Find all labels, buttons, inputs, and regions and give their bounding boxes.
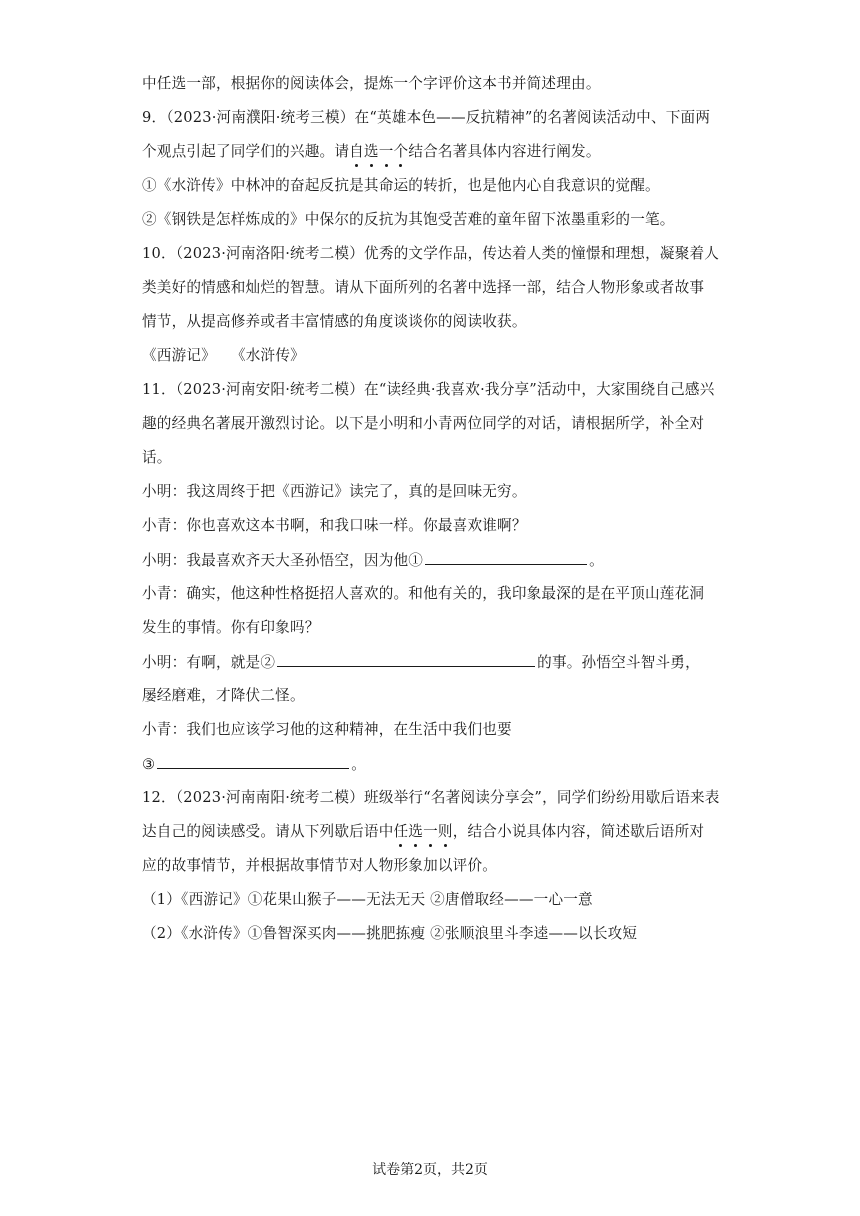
q11-line-2: 趣的经典名著展开激烈讨论。以下是小明和小青两位同学的对话，请根据所学，补全对 bbox=[142, 415, 705, 432]
q10-line-1: 10．（2023·河南洛阳·统考二模）优秀的文学作品，传达着人类的憧憬和理想，凝聚着人 bbox=[142, 245, 720, 262]
q11-line-3: 话。 bbox=[142, 449, 172, 466]
q12-line-2: 达自己的阅读感受。请从下列歇后语中任选一则，结合小说具体内容，简述歇后语所对 bbox=[142, 823, 705, 840]
dialogue-line-9: ③ 。 bbox=[142, 756, 367, 773]
emphasis-char: 任 bbox=[393, 823, 409, 840]
q10-book-options: 《西游记》 《水浒传》 bbox=[142, 347, 305, 364]
dialogue-line-4: 小青：确实，他这种性格挺招人喜欢的。和他有关的，我印象最深的是在平顶山莲花洞 bbox=[142, 585, 705, 602]
emphasis-char: 一 bbox=[423, 823, 438, 840]
q9-line-1: 9．（2023·河南濮阳·统考三模）在“英雄本色——反抗精神”的名著阅读活动中、下面两 bbox=[142, 109, 711, 126]
q12-line-3: 应的故事情节，并根据故事情节对人物形象加以评价。 bbox=[142, 857, 498, 874]
answer-blank-1[interactable] bbox=[425, 550, 587, 565]
answer-blank-2[interactable] bbox=[277, 652, 535, 667]
q10-line-2: 类美好的情感和灿烂的智慧。请从下面所列的名著中选择一部，结合人物形象或者故事 bbox=[142, 279, 705, 296]
dialogue-line-8: 小青：我们也应该学习他的这种精神，在生活中我们也要 bbox=[142, 721, 512, 738]
emphasis-dotted-text bbox=[394, 823, 453, 840]
dialogue-line-1: 小明：我这周终于把《西游记》读完了，真的是回味无穷。 bbox=[142, 483, 527, 500]
emphasis-char: 选 bbox=[408, 823, 424, 840]
q10-line-3: 情节，从提高修养或者丰富情感的角度谈谈你的阅读收获。 bbox=[142, 313, 527, 330]
emphasis-char: 个 bbox=[393, 143, 409, 160]
emphasis-char: 则 bbox=[437, 823, 453, 840]
q9-option-1: ①《水浒传》中林冲的奋起反抗是其命运的转折，也是他内心自我意识的觉醒。 bbox=[142, 177, 660, 194]
answer-blank-3[interactable] bbox=[157, 754, 349, 769]
q12-line-1: 12．（2023·河南南阳·统考二模）班级举行“名著阅读分享会”，同学们纷纷用歇后语来表 bbox=[142, 789, 720, 806]
page-footer: 试卷第2页，共2页 bbox=[372, 1162, 488, 1178]
q8-tail: 中任选一部，根据你的阅读体会，提炼一个字评价这本书并简述理由。 bbox=[142, 75, 601, 92]
q12-option-1: （1）《西游记》①花果山猴子——无法无天 ②唐僧取经——一心一意 bbox=[142, 891, 593, 908]
q12-option-2: （2）《水浒传》①鲁智深买肉——挑肥拣瘦 ②张顺浪里斗李逵——以长攻短 bbox=[142, 925, 638, 942]
dialogue-line-3: 小明：我最喜欢齐天大圣孙悟空，因为他① 。 bbox=[142, 552, 604, 569]
emphasis-char: 自 bbox=[349, 143, 364, 160]
dialogue-line-2: 小青：你也喜欢这本书啊，和我口味一样。你最喜欢谁啊？ bbox=[142, 517, 527, 534]
q9-line-2: 个观点引起了同学们的兴趣。请自选一个结合名著具体内容进行阐发。 bbox=[142, 143, 601, 160]
dialogue-line-6: 小明：有啊，就是② 的事。孙悟空斗智斗勇， bbox=[142, 654, 700, 671]
emphasis-char: 一 bbox=[378, 143, 394, 160]
emphasis-char: 选 bbox=[363, 143, 379, 160]
q9-option-2: ②《钢铁是怎样炼成的》中保尔的反抗为其饱受苦难的童年留下浓墨重彩的一笔。 bbox=[142, 211, 675, 228]
dialogue-line-5: 发生的事情。你有印象吗？ bbox=[142, 619, 320, 636]
q11-line-1: 11．（2023·河南安阳·统考二模）在“读经典·我喜欢·我分享”活动中，大家围绕自己感兴 bbox=[142, 381, 715, 398]
dialogue-line-7: 屡经磨难，才降伏二怪。 bbox=[142, 687, 305, 704]
emphasis-dotted-text bbox=[349, 143, 408, 160]
